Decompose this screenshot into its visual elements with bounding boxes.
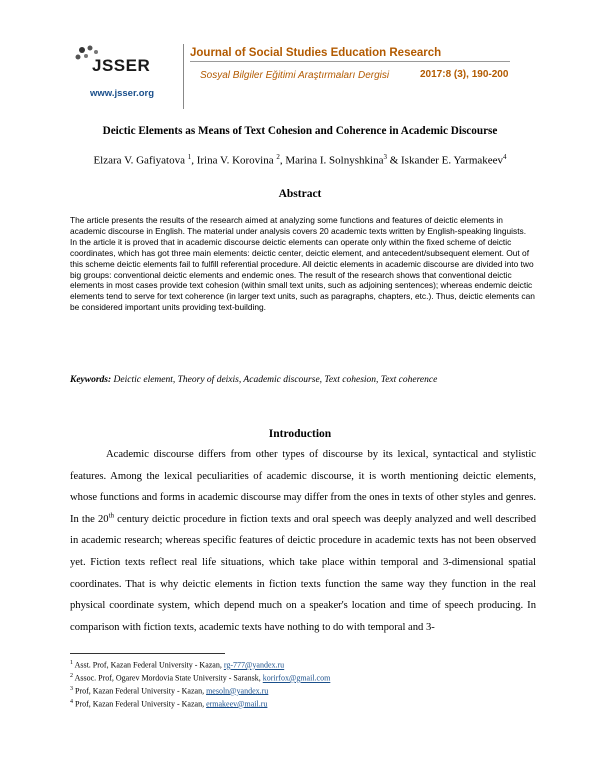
- author-name: Iskander E. Yarmakeev: [401, 154, 504, 167]
- footnote-rule: [70, 653, 225, 654]
- footnote: [70, 684, 535, 697]
- century-superscript: th: [108, 511, 115, 520]
- header-rule: [190, 61, 510, 62]
- footnote-text: Prof, Kazan Federal University - Kazan,: [75, 686, 207, 696]
- author-name: Elzara V. Gafiyatova: [93, 154, 185, 167]
- paper-title: Deictic Elements as Means of Text Cohesion and Coherence in Academic Discourse: [102, 125, 498, 137]
- author-affiliation-mark: 3: [383, 153, 387, 161]
- introduction-paragraph: [70, 444, 536, 638]
- logo-text: JSSER: [92, 56, 151, 75]
- footnote: [70, 658, 535, 671]
- footnote-text: Asst. Prof, Kazan Federal University - Kazan,: [74, 660, 224, 670]
- abstract-text: The article presents the results of the research aimed at analyzing some functions and features of deictic elements in academic discourse in English. The material under analysis covers 20 academic texts written by English-speaking linguists. In the article it is proved that in academic discourse deictic elements can operate only within the fixed scheme of deictic coordinates, which has got three main elements: deictic center, deictic element, and antecedent/subsequent element. Out of this scheme deictic elements fail to fulfill referential procedure. All deictic elements in academic discourse are divided into two big groups: conventional deictic elements and endemic ones. The result of the research shows that conventional deictic elements in most cases provide text cohesion (within small text units, such as adjoining sentences); whereas endemic deictic elements tend to serve for text coherence (in larger text units, such as paragraphs, chapters, etc.). Thus, deictic elements can be considered important units providing text-building.: [70, 215, 535, 313]
- email-link[interactable]: ermakeev@mail.ru: [206, 699, 268, 709]
- footnote-text: Assoc. Prof, Ogarev Mordovia State University - Saransk,: [74, 673, 263, 683]
- footnotes: [70, 658, 535, 709]
- journal-logo: [70, 38, 180, 108]
- email-link[interactable]: korirfox@gmail.com: [262, 673, 331, 683]
- footnote-number: 1: [70, 660, 73, 666]
- email-link[interactable]: rg-777@yandex.ru: [223, 660, 285, 670]
- journal-url-link[interactable]: www.jsser.org: [90, 88, 155, 99]
- introduction-heading: Introduction: [268, 428, 332, 440]
- footnote-text: Prof, Kazan Federal University - Kazan,: [75, 699, 207, 709]
- author-separator: ,: [279, 154, 286, 167]
- journal-issue: 2017:8 (3), 190-200: [420, 69, 509, 80]
- journal-title: Journal of Social Studies Education Research: [190, 47, 442, 59]
- author-affiliation-mark: 4: [503, 153, 507, 161]
- introduction-text-part1: Academic discourse differs from other types of discourse by its lexical, syntactical and stylistic features. Among the lexical peculiarities of academic discourse, it is worth mentioning deictic elements, whose functions and forms in academic discourse may differ from the ones in texts of other styles and genres. In the 20: [70, 449, 536, 525]
- footnote: [70, 671, 535, 684]
- author-list: [0, 153, 600, 167]
- keywords-text: Deictic element, Theory of deixis, Academic discourse, Text cohesion, Text coherence: [113, 375, 438, 385]
- header-divider: [183, 44, 184, 109]
- abstract-heading: Abstract: [278, 188, 322, 200]
- author-affiliation-mark: 1: [187, 153, 192, 161]
- introduction-text-part2: century deictic procedure in fiction texts and oral speech was deeply analyzed and well described in academic research; whereas specific features of deictic procedure in academic texts has not been observed yet. Fiction texts reflect real life situations, which take place within temporal and 3-dimensional spatial coordinates. That is why deictic elements in fiction texts function the same way they function in the real physical coordinate system, which depend much on a speaker's location and time of speech producing. In comparison with fiction texts, academic texts have nothing to do with temporal and 3-: [70, 513, 536, 633]
- author-separator: &: [386, 154, 402, 167]
- author-name: Irina V. Korovina: [196, 154, 274, 167]
- footnote: [70, 697, 535, 710]
- author-name: Marina I. Solnyshkina: [285, 154, 384, 167]
- keywords: [70, 375, 535, 385]
- footnote-number: 3: [70, 685, 73, 692]
- keywords-label: Keywords:: [70, 375, 112, 385]
- author-affiliation-mark: 2: [276, 153, 280, 161]
- journal-subtitle: Sosyal Bilgiler Eğitimi Araştırmaları Dergisi: [200, 70, 390, 81]
- footnote-number: 4: [70, 698, 73, 705]
- email-link[interactable]: mesoln@yandex.ru: [206, 686, 269, 696]
- author-separator: ,: [191, 154, 197, 167]
- footnote-number: 2: [70, 672, 73, 679]
